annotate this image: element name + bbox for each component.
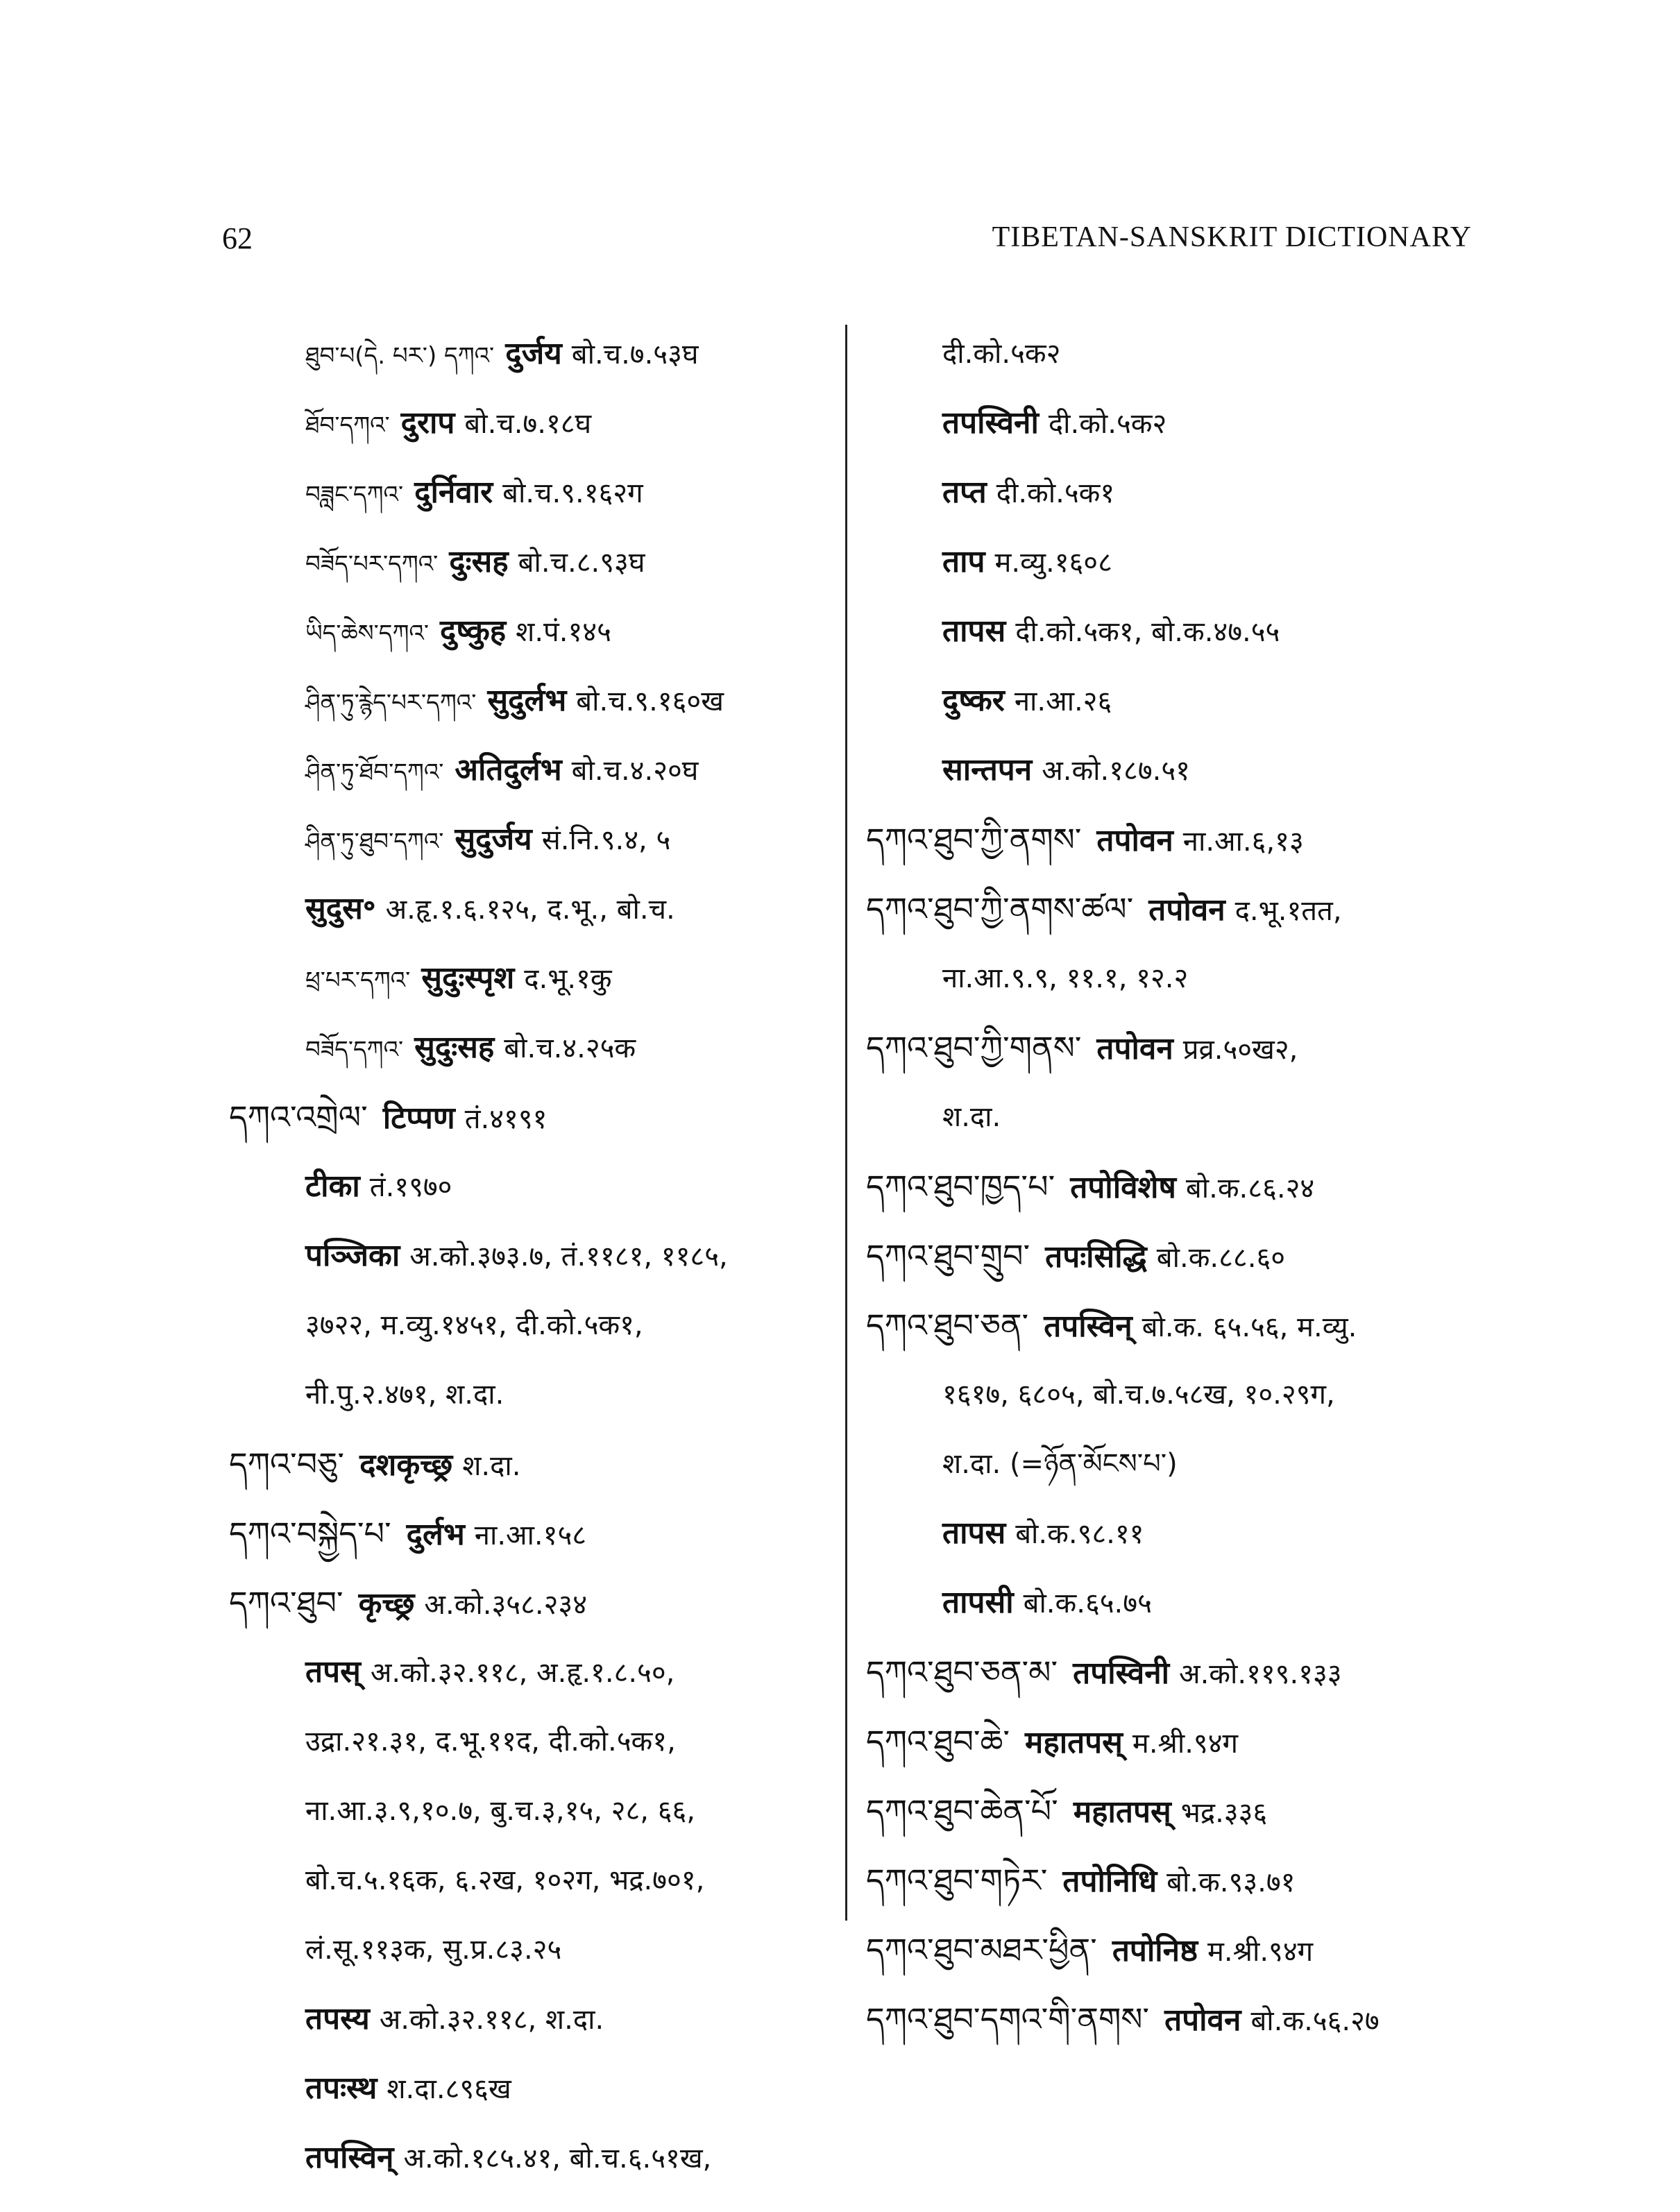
source-reference: बो.च.५.१६क, ६.२ख, १०२ग, भद्र.७०१,: [305, 1864, 705, 1896]
dictionary-line: [866, 1637, 1477, 1707]
source-reference: बो.क.९३.७१: [1166, 1866, 1296, 1898]
dictionary-line: [229, 1360, 840, 1429]
tibetan-headword: བཟོད་པར་དཀའ་: [305, 550, 439, 578]
source-reference: म.श्री.९४ग: [1207, 1936, 1314, 1968]
dictionary-line: [866, 1707, 1477, 1776]
dictionary-line: [229, 2054, 840, 2123]
tibetan-headword: དཀའ་ཐུབ་: [229, 1584, 343, 1622]
source-reference: ना.आ.१५८: [474, 1520, 587, 1551]
tibetan-headword: དཀའ་ཐུབ་ཀྱི་ནགས་ཚལ་: [866, 890, 1134, 928]
source-reference: अ.को.३२.११८, अ.हृ.१.८.५०,: [370, 1657, 675, 1689]
sanskrit-equivalent: दुर्जय: [505, 336, 562, 371]
source-reference: श.पं.१४५: [516, 616, 611, 648]
dictionary-line: [866, 1360, 1477, 1429]
source-reference: श.दा. (=ཉོན་མོངས་པ་): [942, 1448, 1178, 1480]
sanskrit-equivalent: सुदुःस्पृश: [421, 960, 515, 996]
tibetan-headword: དཀའ་ཐུབ་ཆེན་པོ་: [866, 1792, 1058, 1830]
source-reference: अ.को.३५८.२३४: [424, 1589, 588, 1621]
sanskrit-equivalent: तपोवन: [1096, 823, 1173, 858]
dictionary-line: [866, 666, 1477, 735]
dictionary-line: [866, 1846, 1477, 1915]
sanskrit-equivalent: दुर्निवार: [414, 475, 493, 510]
source-reference: अ.को.११९.१३३: [1179, 1658, 1342, 1690]
source-reference: अ.हृ.१.६.१२५, द.भू., बो.च.: [385, 894, 675, 926]
source-reference: म.श्री.९४ग: [1132, 1728, 1239, 1760]
left-column: [229, 319, 840, 2193]
dictionary-line: [866, 1568, 1477, 1637]
tibetan-headword: དཀའ་ཐུབ་ཁྱད་པ་: [866, 1168, 1055, 1205]
source-reference: तं.१९७०: [369, 1171, 452, 1203]
tibetan-headword: བཟོད་དཀའ་: [305, 1036, 404, 1064]
dictionary-line: [866, 527, 1477, 597]
tibetan-headword: ཐུབ་པ(དེ. པར་) དཀའ་: [305, 342, 495, 370]
tibetan-headword: དཀའ་འགྲེལ་: [229, 1098, 368, 1136]
dictionary-line: [229, 389, 840, 458]
source-reference: बो.च.९.१६०ख: [576, 686, 724, 717]
dictionary-line: [229, 1707, 840, 1776]
source-reference: ना.आ.६,१३: [1182, 826, 1304, 858]
source-reference: बो.च.७.१८घ: [464, 408, 592, 440]
sanskrit-equivalent: दुराप: [400, 405, 455, 441]
tibetan-headword: ཕྲ་པར་དཀའ་: [305, 967, 411, 994]
dictionary-line: [866, 1776, 1477, 1846]
tibetan-headword: དཀའ་ཐུབ་ཆེ་: [866, 1723, 1010, 1760]
sanskrit-equivalent: तापसी: [942, 1585, 1014, 1620]
source-reference: अ.को.१८५.४१, बो.च.६.५१ख,: [403, 2143, 712, 2175]
source-reference: बो.क.८६.२४: [1185, 1173, 1315, 1205]
dictionary-line: [229, 735, 840, 805]
dictionary-line: [866, 805, 1477, 874]
tibetan-headword: ཡིད་ཆེས་དཀའ་: [305, 620, 429, 647]
source-reference: बो.क.८८.६०: [1156, 1242, 1286, 1274]
sanskrit-equivalent: दुःसह: [449, 544, 509, 579]
sanskrit-equivalent: अतिदुर्लभ: [455, 752, 562, 788]
tibetan-headword: དཀའ་ཐུབ་གྲུབ་: [866, 1237, 1030, 1275]
source-reference: १६१७, ६८०५, बो.च.७.५८ख, १०.२९ग,: [942, 1379, 1335, 1411]
sanskrit-equivalent: तपस्विन्: [305, 2140, 394, 2175]
sanskrit-equivalent: टिप्पण: [382, 1100, 455, 1136]
dictionary-line: [866, 735, 1477, 805]
source-reference: श.दा.: [942, 1101, 1001, 1133]
dictionary-line: [866, 1013, 1477, 1082]
sanskrit-equivalent: सुदुःसह: [414, 1030, 495, 1065]
tibetan-headword: དཀའ་བསྐྱེད་པ་: [229, 1515, 391, 1552]
dictionary-line: [229, 944, 840, 1013]
sanskrit-equivalent: तपस्विनी: [1073, 1656, 1170, 1691]
dictionary-line: [866, 1915, 1477, 1984]
sanskrit-equivalent: दुष्कुह: [439, 613, 507, 649]
sanskrit-equivalent: तपोनिष्ठ: [1112, 1933, 1198, 1968]
tibetan-headword: དཀའ་ཐུབ་དགའ་གི་ནགས་: [866, 2000, 1150, 2038]
source-reference: बो.क.९८.११: [1015, 1518, 1144, 1550]
running-head: TIBETAN-SANSKRIT DICTIONARY: [992, 221, 1472, 253]
dictionary-line: [866, 458, 1477, 527]
source-reference: सं.नि.९.४, ५: [541, 824, 671, 856]
dictionary-line: [229, 1915, 840, 1984]
source-reference: अ.को.३२.११८, श.दा.: [379, 2004, 604, 2036]
source-reference: बो.च.७.५३घ: [571, 339, 699, 371]
dictionary-line: [866, 1152, 1477, 1221]
sanskrit-equivalent: दुर्लभ: [406, 1517, 465, 1552]
source-reference: तं.४१९१: [464, 1103, 548, 1135]
sanskrit-equivalent: महातपस्: [1025, 1725, 1123, 1760]
dictionary-line: [866, 1291, 1477, 1360]
source-reference: दी.को.५क२: [942, 338, 1061, 370]
source-reference: बो.क.६५.७५: [1023, 1588, 1152, 1619]
dictionary-line: [229, 1846, 840, 1915]
dictionary-line: [866, 944, 1477, 1013]
dictionary-line: [229, 1013, 840, 1082]
dictionary-line: [229, 1152, 840, 1221]
sanskrit-equivalent: तपःस्थ: [305, 2070, 377, 2106]
dictionary-line: [866, 1082, 1477, 1152]
source-reference: अ.को.१८७.५१: [1042, 755, 1190, 787]
sanskrit-equivalent: सुदुस॰: [305, 891, 376, 926]
sanskrit-equivalent: कृच्छ्र: [358, 1586, 415, 1622]
sanskrit-equivalent: तपोनिधि: [1062, 1864, 1157, 1899]
source-reference: बो.क.५६.२७: [1250, 2005, 1380, 2037]
source-reference: ना.आ.९.९, ११.१, १२.२: [942, 962, 1189, 994]
dictionary-line: [229, 1637, 840, 1707]
dictionary-line: [229, 527, 840, 597]
sanskrit-equivalent: तपस्विन्: [1044, 1309, 1132, 1344]
source-reference: अ.को.३७३.७, तं.११८१, ११८५,: [409, 1241, 728, 1273]
sanskrit-equivalent: तपस्य: [305, 2001, 370, 2036]
sanskrit-equivalent: तपःसिद्धि: [1045, 1239, 1147, 1275]
dictionary-line: [866, 389, 1477, 458]
dictionary-line: [866, 319, 1477, 389]
source-reference: उद्रा.२१.३१, द.भू.११द, दी.को.५क१,: [305, 1726, 676, 1758]
tibetan-headword: ཤིན་ཏུ་རྙེད་པར་དཀའ་: [305, 689, 477, 717]
tibetan-headword: ཤིན་ཏུ་ཐོབ་དཀའ་: [305, 758, 444, 786]
source-reference: द.भू.१तत,: [1234, 895, 1342, 927]
dictionary-line: [229, 319, 840, 389]
source-reference: भद्र.३३६: [1180, 1797, 1268, 1829]
source-reference: नी.पु.२.४७१, श.दा.: [305, 1379, 504, 1411]
sanskrit-equivalent: ताप: [942, 544, 985, 579]
tibetan-headword: དཀའ་ཐུབ་ཀྱི་ནགས་: [866, 821, 1082, 858]
tibetan-headword: ཤིན་ཏུ་ཐུབ་དཀའ་: [305, 828, 444, 856]
sanskrit-equivalent: तपोविशेष: [1070, 1170, 1176, 1205]
dictionary-line: [229, 1984, 840, 2054]
sanskrit-equivalent: सुदुर्जय: [455, 822, 532, 857]
sanskrit-equivalent: दशकृच्छ्र: [359, 1447, 453, 1483]
sanskrit-equivalent: तापस: [942, 613, 1006, 649]
sanskrit-equivalent: सुदुर्लभ: [487, 683, 567, 718]
tibetan-headword: དཀའ་ཐུབ་གཏེར་: [866, 1862, 1048, 1899]
sanskrit-equivalent: तापस: [942, 1515, 1006, 1551]
sanskrit-equivalent: तपस्विनी: [942, 405, 1039, 441]
tibetan-headword: དཀའ་བཅུ་: [229, 1445, 345, 1483]
source-reference: बो.च.४.२५क: [504, 1032, 636, 1064]
dictionary-line: [229, 1221, 840, 1291]
tibetan-headword: བཟླང་དཀའ་: [305, 481, 404, 509]
source-reference: बो.च.८.९३घ: [518, 547, 645, 579]
dictionary-line: [229, 1568, 840, 1637]
dictionary-line: [229, 805, 840, 874]
dictionary-line: [229, 458, 840, 527]
tibetan-headword: ཐོབ་དཀའ་: [305, 411, 390, 439]
dictionary-line: [229, 1082, 840, 1152]
sanskrit-equivalent: तपोवन: [1164, 2002, 1241, 2038]
sanskrit-equivalent: तपोवन: [1096, 1031, 1173, 1066]
dictionary-line: [866, 597, 1477, 666]
source-reference: म.व्यु.१६०८: [994, 547, 1112, 579]
tibetan-headword: དཀའ་ཐུབ་ཅན་མ་: [866, 1653, 1058, 1691]
tibetan-headword: དཀའ་ཐུབ་ཅན་: [866, 1307, 1029, 1344]
source-reference: बो.क. ६५.५६, म.व्यु.: [1142, 1311, 1357, 1343]
dictionary-line: [866, 1499, 1477, 1568]
dictionary-line: [866, 1429, 1477, 1499]
source-reference: ना.आ.३.९,१०.७, बु.च.३,१५, २८, ६६,: [305, 1795, 696, 1827]
source-reference: दी.को.५क१, बो.क.४७.५५: [1015, 616, 1280, 648]
dictionary-line: [229, 1291, 840, 1360]
dictionary-line: [866, 1984, 1477, 2054]
sanskrit-equivalent: दुष्कर: [942, 683, 1005, 718]
dictionary-line: [866, 1221, 1477, 1291]
dictionary-line: [866, 874, 1477, 944]
tibetan-headword: དཀའ་ཐུབ་མཐར་ཕྱིན་: [866, 1931, 1097, 1968]
dictionary-line: [229, 597, 840, 666]
sanskrit-equivalent: तपोवन: [1148, 892, 1225, 928]
source-reference: श.दा.: [462, 1450, 521, 1482]
source-reference: द.भू.१कु: [524, 963, 612, 995]
dictionary-line: [229, 874, 840, 944]
source-reference: दी.को.५क१: [996, 477, 1115, 509]
dictionary-line: [229, 2123, 840, 2193]
source-reference: लं.सू.११३क, सु.प्र.८३.२५: [305, 1934, 562, 1966]
tibetan-headword: དཀའ་ཐུབ་ཀྱི་གནས་: [866, 1029, 1082, 1066]
right-column: [866, 319, 1477, 2054]
column-divider: [845, 325, 847, 1921]
sanskrit-equivalent: तपस्: [305, 1654, 361, 1690]
page-number: 62: [222, 221, 253, 255]
source-reference: श.दा.८९६ख: [387, 2073, 511, 2105]
sanskrit-equivalent: महातपस्: [1073, 1794, 1171, 1830]
source-reference: ३७२२, म.व्यु.१४५१, दी.को.५क१,: [305, 1309, 643, 1341]
source-reference: बो.च.४.२०घ: [571, 755, 699, 787]
source-reference: ना.आ.२६: [1014, 686, 1112, 717]
source-reference: दी.को.५क२: [1048, 408, 1167, 440]
dictionary-line: [229, 666, 840, 735]
dictionary-line: [229, 1429, 840, 1499]
sanskrit-equivalent: टीका: [305, 1168, 360, 1204]
sanskrit-equivalent: तप्त: [942, 475, 987, 510]
dictionary-line: [229, 1499, 840, 1568]
sanskrit-equivalent: पञ्जिका: [305, 1238, 400, 1273]
sanskrit-equivalent: सान्तपन: [942, 752, 1033, 788]
source-reference: बो.च.९.१६२ग: [502, 477, 643, 509]
source-reference: प्रव्र.५०ख२,: [1182, 1034, 1298, 1066]
dictionary-line: [229, 1776, 840, 1846]
